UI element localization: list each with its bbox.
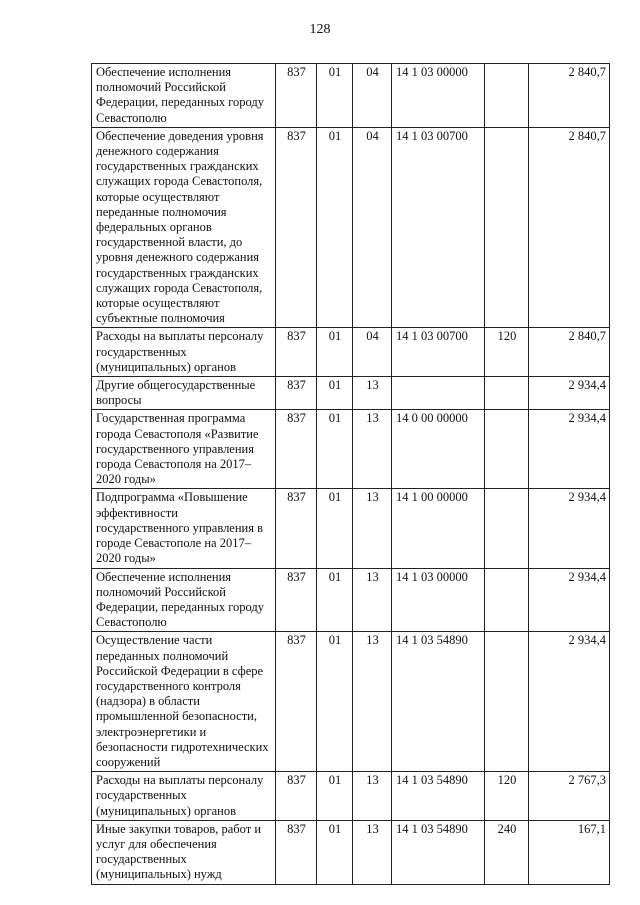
target-article-code: 14 1 00 00000 — [392, 489, 485, 568]
expense-type-code — [485, 632, 529, 772]
target-article-code: 14 0 00 00000 — [392, 410, 485, 489]
admin-code: 837 — [276, 328, 317, 377]
table-row — [92, 632, 610, 772]
budget-table — [91, 63, 610, 885]
row-name: Обеспечение доведения уровня денежного содержания государственных гражданских служащих города Севастополя, которые осуществляют переданные полномочия федеральных органов государственной власти, до уровня денежного содержания государственных гражданских служащих города Севастополя, которые осуществляют субъектные полномочия — [92, 127, 276, 328]
page-number: 128 — [309, 22, 331, 37]
section-code: 01 — [317, 632, 353, 772]
subsection-code: 13 — [353, 489, 392, 568]
subsection-code: 04 — [353, 64, 392, 128]
expense-type-code — [485, 64, 529, 128]
admin-code: 837 — [276, 772, 317, 821]
expense-type-code — [485, 410, 529, 489]
expense-type-code: 120 — [485, 328, 529, 377]
section-code: 01 — [317, 568, 353, 632]
target-article-code — [392, 377, 485, 410]
subsection-code: 04 — [353, 127, 392, 328]
subsection-code: 13 — [353, 772, 392, 821]
admin-code: 837 — [276, 568, 317, 632]
amount: 2 840,7 — [529, 127, 610, 328]
amount: 2 934,4 — [529, 568, 610, 632]
expense-type-code: 240 — [485, 820, 529, 884]
target-article-code: 14 1 03 00000 — [392, 64, 485, 128]
admin-code: 837 — [276, 820, 317, 884]
expense-type-code — [485, 127, 529, 328]
section-code: 01 — [317, 489, 353, 568]
amount: 2 840,7 — [529, 328, 610, 377]
admin-code: 837 — [276, 64, 317, 128]
amount: 2 934,4 — [529, 489, 610, 568]
subsection-code: 13 — [353, 377, 392, 410]
target-article-code: 14 1 03 00700 — [392, 127, 485, 328]
subsection-code: 13 — [353, 820, 392, 884]
row-name: Государственная программа города Севастополя «Развитие государственного управления города Севастополя на 2017–2020 годы» — [92, 410, 276, 489]
expense-type-code — [485, 377, 529, 410]
subsection-code: 04 — [353, 328, 392, 377]
subsection-code: 13 — [353, 632, 392, 772]
row-name: Осуществление части переданных полномочий Российской Федерации в сфере государственного контроля (надзора) в области промышленной безопасности, электроэнергетики и безопасности гидротехнических сооружений — [92, 632, 276, 772]
row-name: Обеспечение исполнения полномочий Российской Федерации, переданных городу Севастополю — [92, 64, 276, 128]
expense-type-code — [485, 568, 529, 632]
table-row — [92, 328, 610, 377]
table-row — [92, 377, 610, 410]
row-name: Обеспечение исполнения полномочий Российской Федерации, переданных городу Севастополю — [92, 568, 276, 632]
table-row — [92, 64, 610, 128]
expense-type-code: 120 — [485, 772, 529, 821]
subsection-code: 13 — [353, 410, 392, 489]
table-row — [92, 489, 610, 568]
amount: 2 840,7 — [529, 64, 610, 128]
row-name: Расходы на выплаты персоналу государственных (муниципальных) органов — [92, 772, 276, 821]
amount: 2 934,4 — [529, 632, 610, 772]
admin-code: 837 — [276, 489, 317, 568]
section-code: 01 — [317, 377, 353, 410]
table-row — [92, 772, 610, 821]
admin-code: 837 — [276, 127, 317, 328]
admin-code: 837 — [276, 632, 317, 772]
row-name: Расходы на выплаты персоналу государственных (муниципальных) органов — [92, 328, 276, 377]
amount: 2 934,4 — [529, 410, 610, 489]
admin-code: 837 — [276, 377, 317, 410]
table-row — [92, 568, 610, 632]
table-row — [92, 820, 610, 884]
target-article-code: 14 1 03 54890 — [392, 632, 485, 772]
section-code: 01 — [317, 820, 353, 884]
amount: 2 767,3 — [529, 772, 610, 821]
row-name: Другие общегосударственные вопросы — [92, 377, 276, 410]
amount: 2 934,4 — [529, 377, 610, 410]
row-name: Подпрограмма «Повышение эффективности государственного управления в городе Севастополе на 2017–2020 годы» — [92, 489, 276, 568]
target-article-code: 14 1 03 54890 — [392, 820, 485, 884]
section-code: 01 — [317, 772, 353, 821]
section-code: 01 — [317, 410, 353, 489]
target-article-code: 14 1 03 00000 — [392, 568, 485, 632]
section-code: 01 — [317, 127, 353, 328]
section-code: 01 — [317, 328, 353, 377]
amount: 167,1 — [529, 820, 610, 884]
subsection-code: 13 — [353, 568, 392, 632]
table-row — [92, 410, 610, 489]
target-article-code: 14 1 03 54890 — [392, 772, 485, 821]
admin-code: 837 — [276, 410, 317, 489]
target-article-code: 14 1 03 00700 — [392, 328, 485, 377]
table-row — [92, 127, 610, 328]
expense-type-code — [485, 489, 529, 568]
row-name: Иные закупки товаров, работ и услуг для обеспечения государственных (муниципальных) нужд — [92, 820, 276, 884]
section-code: 01 — [317, 64, 353, 128]
